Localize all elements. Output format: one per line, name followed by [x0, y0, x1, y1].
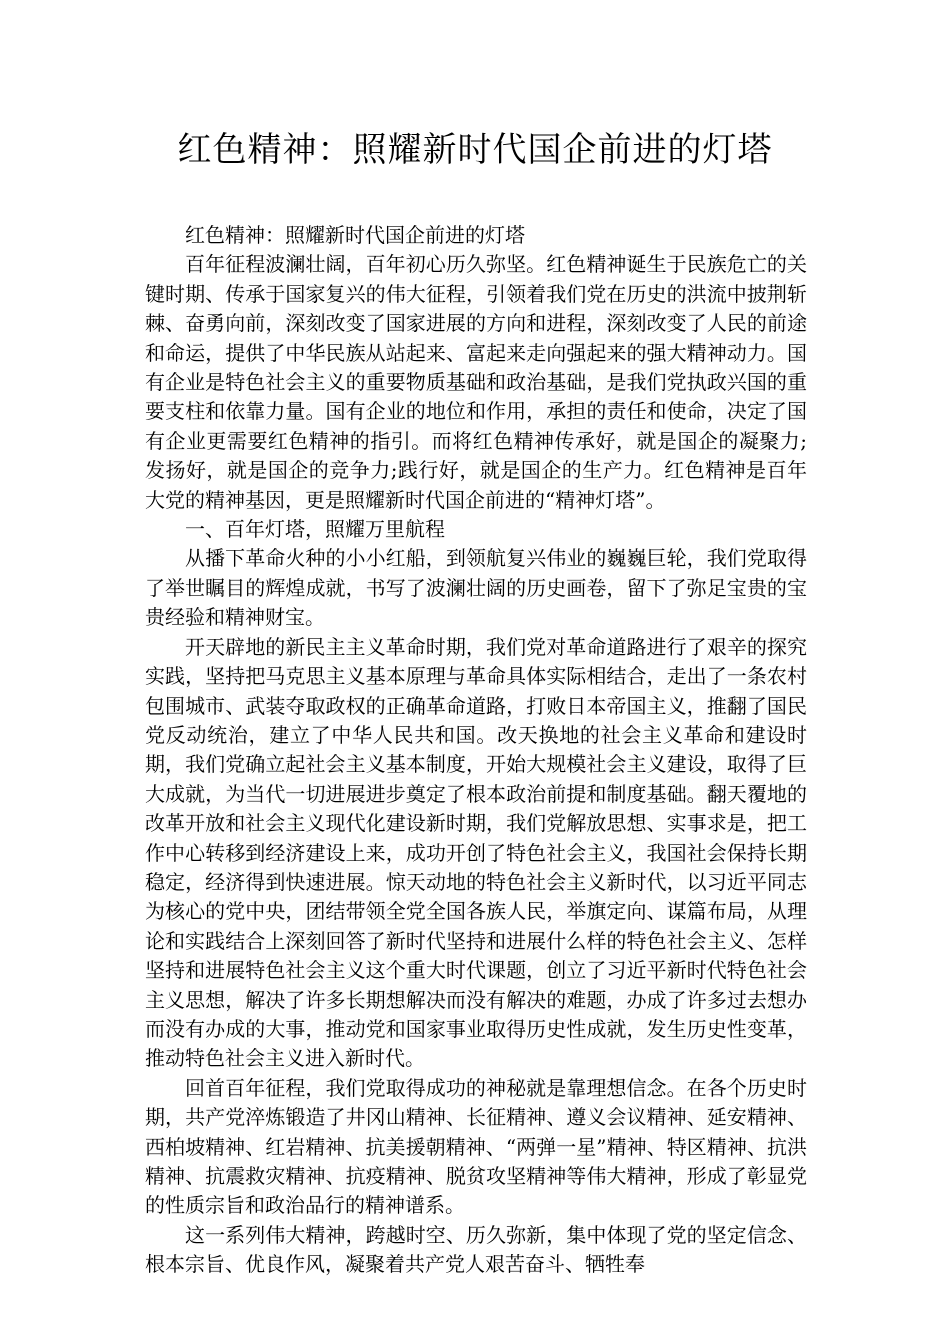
body-paragraph: 开天辟地的新民主主义革命时期，我们党对革命道路进行了艰辛的探究实践，坚持把马克思主义基本原理与革命具体实际相结合，走出了一条农村包围城市、武装夺取政权的正确革命道路，打败日本帝国主义，推翻了国民党反动统治，建立了中华人民共和国。改天换地的社会主义革命和建设时期，我们党确立起社会主义基本制度，开始大规模社会主义建设，取得了巨大成就，为当代一切进展进步奠定了根本政治前提和制度基础。翻天覆地的改革开放和社会主义现代化建设新时期，我们党解放思想、实事求是，把工作中心转移到经济建设上来，成功开创了特色社会主义，我国社会保持长期稳定，经济得到快速进展。惊天动地的特色社会主义新时代，以习近平同志为核心的党中央，团结带领全党全国各族人民，举旗定向、谋篇布局，从理论和实践结合上深刻回答了新时代坚持和进展什么样的特色社会主义、怎样坚持和进展特色社会主义这个重大时代课题，创立了习近平新时代特色社会主义思想，解决了许多长期想解决而没有解决的难题，办成了许多过去想办而没有办成的大事，推动党和国家事业取得历史性成就，发生历史性变革，推动特色社会主义进入新时代。 — [145, 634, 807, 1071]
section-heading: 一、百年灯塔，照耀万里航程 — [185, 517, 445, 542]
body-paragraph: 红色精神：照耀新时代国企前进的灯塔 — [185, 223, 525, 247]
body-paragraph: 百年征程波澜壮阔，百年初心历久弥坚。红色精神诞生于民族危亡的关键时期、传承于国家复兴的伟大征程，引领着我们党在历史的洪流中披荆斩棘、奋勇向前，深刻改变了国家进展的方向和进程，深刻改变了人民的前途和命运，提供了中华民族从站起来、富起来走向强起来的强大精神动力。国有企业是特色社会主义的重要物质基础和政治基础，是我们党执政兴国的重要支柱和依靠力量。国有企业的地位和作用，承担的责任和使命，决定了国有企业更需要红色精神的指引。而将红色精神传承好，就是国企的凝聚力;发扬好，就是国企的竞争力;践行好，就是国企的生产力。红色精神是百年大党的精神基因，更是照耀新时代国企前进的“精神灯塔”。 — [145, 252, 807, 512]
document-body — [145, 221, 807, 1280]
document-title: 红色精神：照耀新时代国企前进的灯塔 — [177, 130, 773, 170]
body-paragraph: 从播下革命火种的小小红船，到领航复兴伟业的巍巍巨轮，我们党取得了举世瞩目的辉煌成就，书写了波澜壮阔的历史画卷，留下了弥足宝贵的宝贵经验和精神财宝。 — [145, 546, 807, 630]
body-paragraph: 回首百年征程，我们党取得成功的神秘就是靠理想信念。在各个历史时期，共产党淬炼锻造了井冈山精神、长征精神、遵义会议精神、延安精神、西柏坡精神、红岩精神、抗美援朝精神、“两弹一星”精神、特区精神、抗洪精神、抗震救灾精神、抗疫精神、脱贫攻坚精神等伟大精神，形成了彰显党的性质宗旨和政治品行的精神谱系。 — [145, 1075, 807, 1218]
body-paragraph: 这一系列伟大精神，跨越时空、历久弥新，集中体现了党的坚定信念、根本宗旨、优良作风，凝聚着共产党人艰苦奋斗、牺牲奉 — [145, 1222, 807, 1277]
